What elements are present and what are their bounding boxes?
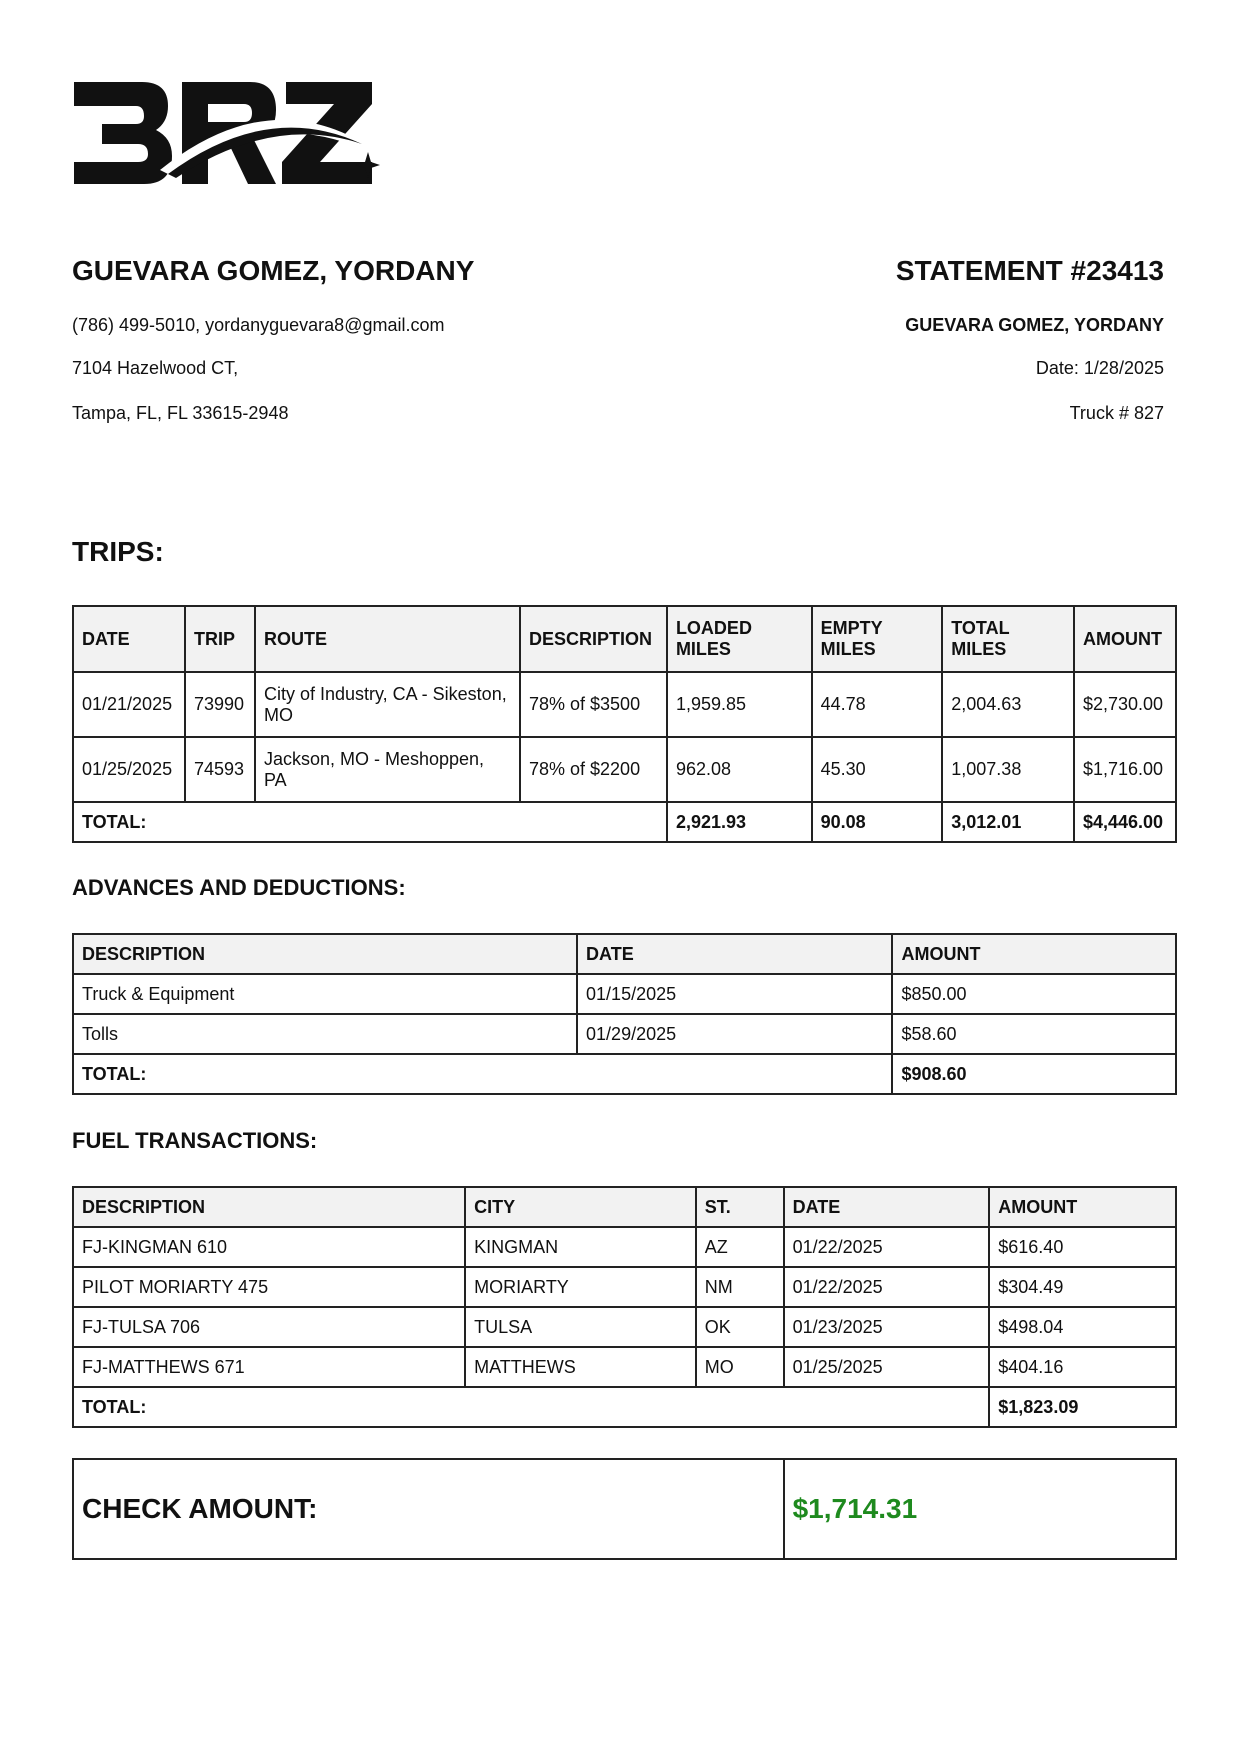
table-cell: FJ-MATTHEWS 671	[73, 1347, 465, 1387]
table-header-row	[73, 606, 1176, 672]
table-cell: 44.78	[812, 672, 943, 737]
col-header: ST.	[696, 1187, 784, 1227]
table-cell: $616.40	[989, 1227, 1176, 1267]
table-cell: 01/25/2025	[784, 1347, 990, 1387]
total-label: TOTAL:	[73, 1387, 989, 1427]
table-row	[73, 1307, 1176, 1347]
driver-address-line2: Tampa, FL, FL 33615-2948	[72, 403, 289, 423]
col-header: EMPTY MILES	[812, 606, 943, 672]
table-cell: PILOT MORIARTY 475	[73, 1267, 465, 1307]
col-header: LOADED MILES	[667, 606, 812, 672]
fuel-table	[72, 1186, 1177, 1428]
col-header: DATE	[73, 606, 185, 672]
check-amount-value: $1,714.31	[784, 1459, 1176, 1559]
table-cell: KINGMAN	[465, 1227, 696, 1267]
table-cell: 01/25/2025	[73, 737, 185, 802]
table-row	[73, 672, 1176, 737]
table-cell: 962.08	[667, 737, 812, 802]
statement-name: GUEVARA GOMEZ, YORDANY	[905, 315, 1164, 335]
total-row	[73, 1387, 1176, 1427]
total-empty-miles: 90.08	[812, 802, 943, 842]
total-label: TOTAL:	[73, 802, 667, 842]
statement-title: STATEMENT #23413	[895, 255, 1164, 286]
table-cell: 01/22/2025	[784, 1227, 990, 1267]
driver-info	[72, 254, 475, 423]
col-header: DESCRIPTION	[73, 934, 577, 974]
col-header: DATE	[784, 1187, 990, 1227]
table-cell: Truck & Equipment	[73, 974, 577, 1014]
table-cell: 78% of $2200	[520, 737, 667, 802]
total-row	[73, 1054, 1176, 1094]
table-cell: 1,007.38	[942, 737, 1074, 802]
col-header: ROUTE	[255, 606, 520, 672]
check-row	[73, 1459, 1176, 1559]
trips-table	[72, 605, 1177, 843]
table-cell: 78% of $3500	[520, 672, 667, 737]
table-cell: City of Industry, CA - Sikeston, MO	[255, 672, 520, 737]
total-row	[73, 802, 1176, 842]
total-amount: $4,446.00	[1074, 802, 1176, 842]
statement-info	[895, 254, 1164, 423]
trips-heading: TRIPS:	[72, 536, 164, 567]
table-cell: $58.60	[892, 1014, 1176, 1054]
table-cell: 01/22/2025	[784, 1267, 990, 1307]
table-row	[73, 974, 1176, 1014]
table-cell: NM	[696, 1267, 784, 1307]
table-cell: 01/29/2025	[577, 1014, 892, 1054]
table-cell: $404.16	[989, 1347, 1176, 1387]
table-cell: 01/23/2025	[784, 1307, 990, 1347]
table-cell: MATTHEWS	[465, 1347, 696, 1387]
table-cell: TULSA	[465, 1307, 696, 1347]
table-cell: MO	[696, 1347, 784, 1387]
col-header: TRIP	[185, 606, 255, 672]
table-cell: 45.30	[812, 737, 943, 802]
table-cell: 73990	[185, 672, 255, 737]
col-header: AMOUNT	[989, 1187, 1176, 1227]
table-cell: 01/15/2025	[577, 974, 892, 1014]
col-header: DESCRIPTION	[73, 1187, 465, 1227]
check-amount-label: CHECK AMOUNT:	[73, 1459, 784, 1559]
table-cell: AZ	[696, 1227, 784, 1267]
total-loaded-miles: 2,921.93	[667, 802, 812, 842]
fuel-heading: FUEL TRANSACTIONS:	[72, 1128, 318, 1153]
table-header-row	[73, 1187, 1176, 1227]
table-cell: Jackson, MO - Meshoppen, PA	[255, 737, 520, 802]
driver-address-line1: 7104 Hazelwood CT,	[72, 358, 239, 378]
table-cell: 74593	[185, 737, 255, 802]
table-row	[73, 1347, 1176, 1387]
table-row	[73, 737, 1176, 802]
col-header: DESCRIPTION	[520, 606, 667, 672]
table-cell: 1,959.85	[667, 672, 812, 737]
table-cell: OK	[696, 1307, 784, 1347]
statement-date: Date: 1/28/2025	[1035, 358, 1164, 378]
col-header: DATE	[577, 934, 892, 974]
table-row	[73, 1014, 1176, 1054]
driver-name: GUEVARA GOMEZ, YORDANY	[72, 255, 475, 286]
table-cell: $498.04	[989, 1307, 1176, 1347]
table-cell: $1,716.00	[1074, 737, 1176, 802]
total-amount: $908.60	[892, 1054, 1176, 1094]
logo-graphic	[72, 78, 382, 193]
advances-heading: ADVANCES AND DEDUCTIONS:	[72, 875, 406, 900]
driver-contact: (786) 499-5010, yordanyguevara8@gmail.com	[72, 315, 445, 335]
table-cell: FJ-TULSA 706	[73, 1307, 465, 1347]
total-amount: $1,823.09	[989, 1387, 1176, 1427]
total-label: TOTAL:	[73, 1054, 892, 1094]
truck-number: Truck # 827	[1069, 403, 1164, 423]
table-cell: $850.00	[892, 974, 1176, 1014]
table-header-row	[73, 934, 1176, 974]
table-cell: $304.49	[989, 1267, 1176, 1307]
total-miles: 3,012.01	[942, 802, 1074, 842]
col-header: CITY	[465, 1187, 696, 1227]
table-row	[73, 1227, 1176, 1267]
col-header: AMOUNT	[892, 934, 1176, 974]
table-cell: FJ-KINGMAN 610	[73, 1227, 465, 1267]
table-cell: 2,004.63	[942, 672, 1074, 737]
col-header: TOTAL MILES	[942, 606, 1074, 672]
advances-table	[72, 933, 1177, 1095]
company-logo	[72, 78, 382, 193]
table-cell: 01/21/2025	[73, 672, 185, 737]
table-cell: MORIARTY	[465, 1267, 696, 1307]
table-row	[73, 1267, 1176, 1307]
table-cell: Tolls	[73, 1014, 577, 1054]
check-amount-table	[72, 1458, 1177, 1560]
col-header: AMOUNT	[1074, 606, 1176, 672]
table-cell: $2,730.00	[1074, 672, 1176, 737]
